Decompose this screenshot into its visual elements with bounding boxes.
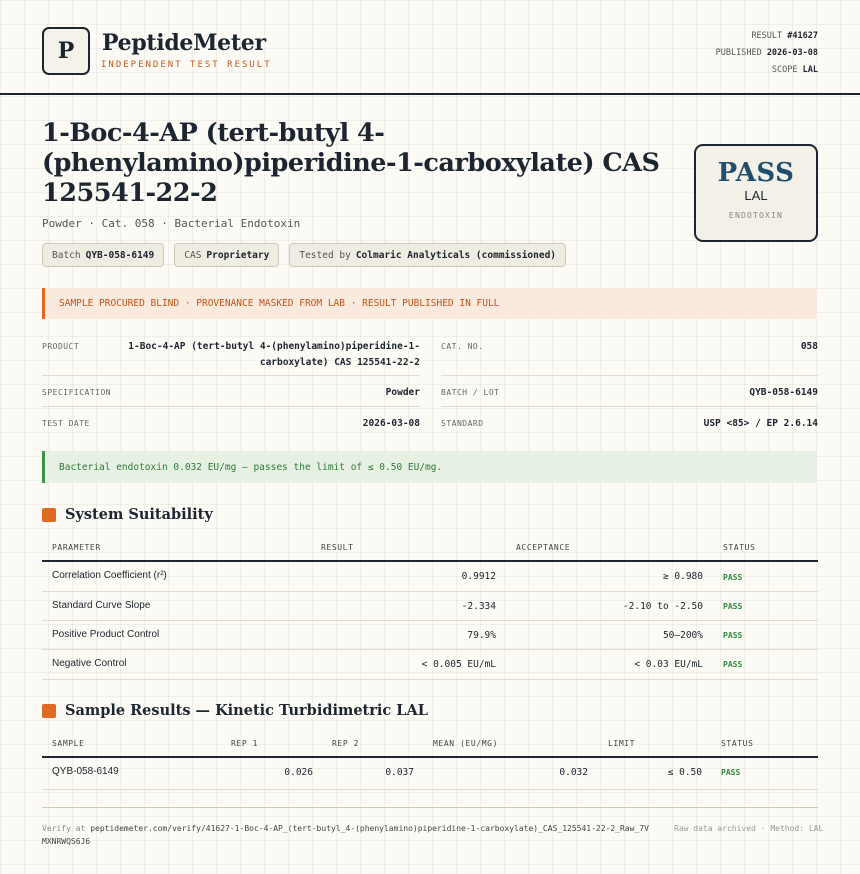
- spec-label: SPECIFICATION: [42, 388, 112, 397]
- grid-divider: [42, 375, 420, 376]
- limit-cell: ≤ 0.50: [667, 767, 702, 778]
- column-header: LIMIT: [608, 739, 636, 748]
- section-title: Sample Results — Kinetic Turbidimetric LAL: [65, 702, 428, 719]
- sample-results-table: [42, 731, 818, 791]
- suitability-table: [42, 534, 818, 682]
- standard-label: STANDARD: [441, 419, 484, 428]
- column-header: STATUS: [723, 543, 756, 552]
- sample-cell: QYB-058-6149: [52, 766, 119, 777]
- brand-tagline: INDEPENDENT TEST RESULT: [101, 60, 272, 70]
- verify-line: [42, 822, 652, 848]
- status-badge: PASS: [723, 573, 743, 582]
- status-badge: PASS: [721, 768, 741, 777]
- verdict-method: LAL: [744, 188, 768, 203]
- scope-value: LAL: [802, 65, 818, 75]
- header-divider: [0, 93, 860, 95]
- result-label: RESULT: [751, 31, 783, 41]
- column-header: REP 1: [231, 739, 259, 748]
- batch-chip: [42, 243, 164, 267]
- chip-value: Colmaric Analyticals (commissioned): [355, 249, 557, 261]
- verify-link[interactable]: peptidemeter.com/verify/41627-1-Boc-4-AP_(tert-butyl_4-(phenylamino)piperidine-1-carboxylate)_CAS_125541-22-2_Raw_7VMXNRWQS6J6: [42, 824, 649, 846]
- column-header: MEAN (EU/MG): [433, 739, 498, 748]
- result-meta: [716, 28, 818, 79]
- standard-value: USP <85> / EP 2.6.14: [703, 418, 818, 429]
- chip-label: CAS: [184, 249, 202, 261]
- product-title: 1-Boc-4-AP (tert-butyl 4-(phenylamino)piperidine-1-carboxylate) CAS 125541-22-2: [42, 118, 660, 208]
- batch-value: QYB-058-6149: [749, 387, 818, 398]
- status-badge: PASS: [723, 631, 743, 640]
- rep1-cell: 0.026: [284, 767, 313, 778]
- section-marker-icon: [42, 704, 56, 718]
- result-number: #41627: [787, 31, 818, 41]
- grid-divider: [42, 406, 420, 407]
- product-label: PRODUCT: [42, 342, 80, 351]
- status-badge: PASS: [723, 660, 743, 669]
- grid-divider: [441, 375, 818, 376]
- catno-label: CAT. NO.: [441, 342, 484, 351]
- cas-chip: [174, 243, 279, 267]
- product-subline: Powder · Cat. 058 · Bacterial Endotoxin: [42, 217, 301, 230]
- brand-name: PeptideMeter: [102, 30, 266, 56]
- info-chips: [42, 243, 566, 267]
- chip-value: QYB-058-6149: [85, 249, 155, 261]
- mean-cell: 0.032: [559, 767, 588, 778]
- header-rule: [42, 756, 818, 758]
- product-value: 1-Boc-4-AP (tert-butyl 4-(phenylamino)piperidine-1-carboxylate) CAS 125541-22-2: [128, 341, 420, 368]
- column-header: RESULT: [321, 543, 354, 552]
- result-summary: Bacterial endotoxin 0.032 EU/mg — passes the limit of ≤ 0.50 EU/mg.: [42, 451, 817, 483]
- section-title: System Suitability: [65, 506, 213, 523]
- result-cell: 0.9912: [461, 571, 496, 582]
- published-date: 2026-03-08: [766, 48, 818, 58]
- row-divider: [42, 789, 818, 790]
- samples-heading: [42, 702, 428, 719]
- chip-value: Proprietary: [206, 249, 270, 261]
- row-divider: [42, 591, 818, 592]
- parameter-cell: Correlation Coefficient (r²): [52, 570, 167, 581]
- result-cell: < 0.005 EU/mL: [421, 659, 496, 670]
- acceptance-cell: -2.10 to -2.50: [622, 601, 703, 612]
- catno-value: 058: [800, 341, 818, 352]
- verdict-badge: [694, 144, 818, 242]
- row-divider: [42, 620, 818, 621]
- row-divider: [42, 649, 818, 650]
- acceptance-cell: < 0.03 EU/mL: [634, 659, 703, 670]
- status-badge: PASS: [723, 602, 743, 611]
- archive-note: Raw data archived · Method: LAL: [674, 824, 824, 833]
- blind-sample-banner: SAMPLE PROCURED BLIND · PROVENANCE MASKED FROM LAB · RESULT PUBLISHED IN FULL: [42, 288, 817, 319]
- suitability-heading: [42, 506, 213, 523]
- parameter-cell: Positive Product Control: [52, 629, 160, 640]
- tested-by-chip: [289, 243, 566, 267]
- header-rule: [42, 560, 818, 562]
- column-header: SAMPLE: [52, 739, 85, 748]
- parameter-cell: Negative Control: [52, 658, 127, 669]
- column-header: ACCEPTANCE: [516, 543, 571, 552]
- footer-divider: [42, 807, 818, 808]
- rep2-cell: 0.037: [385, 767, 414, 778]
- result-cell: 79.9%: [467, 630, 496, 641]
- date-value: 2026-03-08: [362, 418, 420, 429]
- column-header: PARAMETER: [52, 543, 101, 552]
- chip-label: Batch: [52, 249, 81, 261]
- verdict-category: ENDOTOXIN: [728, 211, 784, 220]
- scope-label: SCOPE: [771, 65, 798, 75]
- chip-label: Tested by: [299, 249, 351, 261]
- date-label: TEST DATE: [42, 419, 90, 428]
- grid-divider: [441, 406, 818, 407]
- column-header: STATUS: [721, 739, 754, 748]
- published-label: PUBLISHED: [715, 48, 762, 58]
- product-info-grid: [42, 336, 818, 436]
- section-marker-icon: [42, 508, 56, 522]
- batch-label: BATCH / LOT: [441, 388, 500, 397]
- logo-mark: P: [42, 27, 90, 75]
- row-divider: [42, 679, 818, 680]
- column-header: REP 2: [332, 739, 360, 748]
- acceptance-cell: ≥ 0.980: [662, 571, 703, 582]
- acceptance-cell: 50–200%: [662, 630, 703, 641]
- verdict-word: PASS: [717, 158, 795, 188]
- spec-value: Powder: [385, 387, 420, 398]
- verify-prefix: Verify at: [42, 824, 86, 833]
- parameter-cell: Standard Curve Slope: [52, 600, 151, 611]
- result-cell: -2.334: [461, 601, 496, 612]
